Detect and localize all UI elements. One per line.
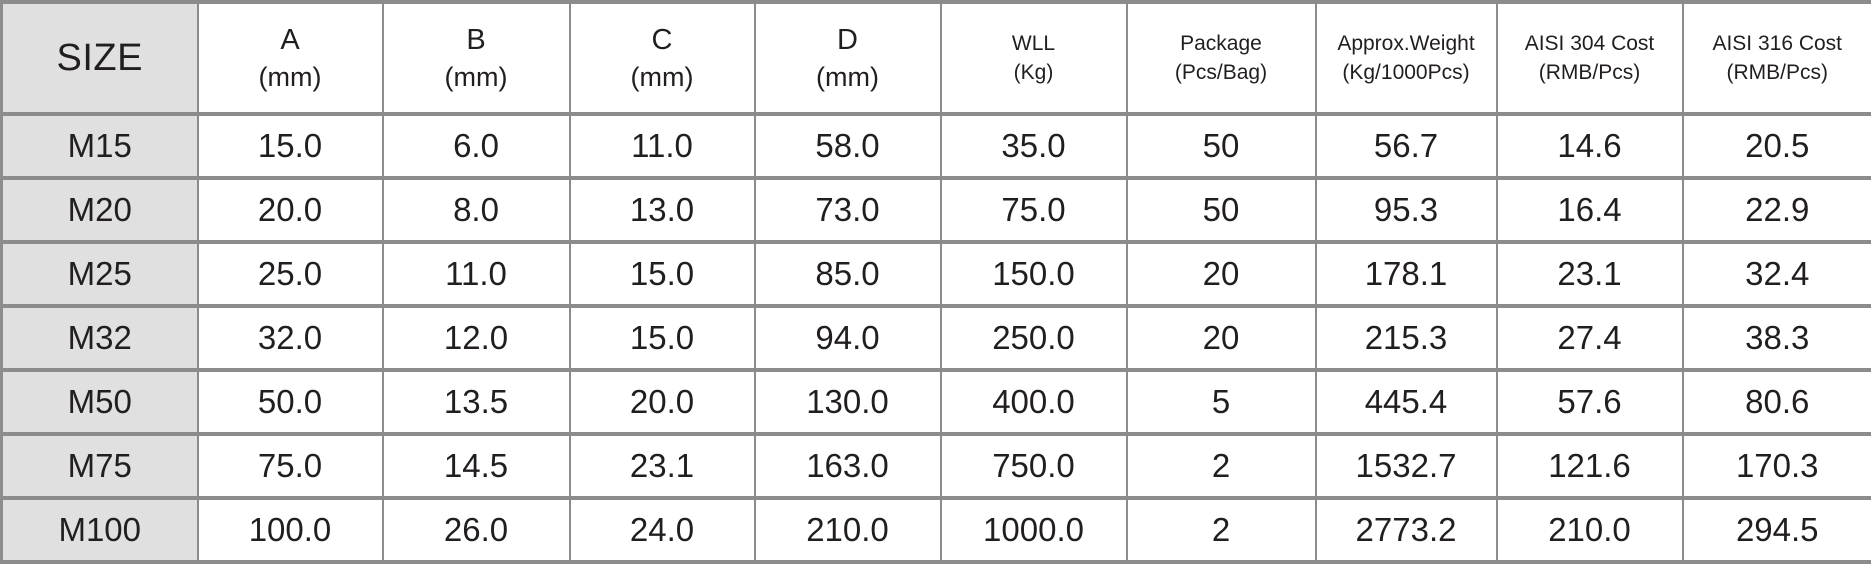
cell-a: 32.0	[198, 306, 383, 370]
header-cell-b	[383, 2, 570, 114]
header-aisi-316-label: AISI 316 Cost	[1712, 32, 1843, 55]
table-row-m32	[2, 306, 1871, 370]
cell-c: 15.0	[570, 306, 755, 370]
header-cell-package	[1127, 2, 1316, 114]
cell-wll: 35.0	[941, 114, 1127, 178]
cell-b: 6.0	[383, 114, 570, 178]
cell-approx-weight: 445.4	[1316, 370, 1497, 434]
header-b-unit: (mm)	[444, 62, 508, 92]
cell-c: 24.0	[570, 498, 755, 562]
cell-wll: 750.0	[941, 434, 1127, 498]
cell-d: 94.0	[755, 306, 941, 370]
header-cell-a	[198, 2, 383, 114]
cell-c: 11.0	[570, 114, 755, 178]
cell-package: 2	[1127, 498, 1316, 562]
cell-approx-weight: 178.1	[1316, 242, 1497, 306]
cell-b: 12.0	[383, 306, 570, 370]
cell-c: 20.0	[570, 370, 755, 434]
row-label: M75	[2, 434, 198, 498]
header-cell-aisi-316-cost	[1683, 2, 1871, 114]
header-d-unit: (mm)	[816, 62, 879, 92]
cell-package: 50	[1127, 114, 1316, 178]
row-label: M50	[2, 370, 198, 434]
cell-b: 11.0	[383, 242, 570, 306]
row-label: M20	[2, 178, 198, 242]
cell-c: 15.0	[570, 242, 755, 306]
cell-package: 20	[1127, 306, 1316, 370]
cell-a: 25.0	[198, 242, 383, 306]
header-cell-d	[755, 2, 941, 114]
table-header	[2, 2, 1871, 114]
cell-aisi-316-cost: 38.3	[1683, 306, 1871, 370]
header-a-unit: (mm)	[258, 62, 322, 92]
cell-aisi-304-cost: 27.4	[1497, 306, 1683, 370]
cell-b: 14.5	[383, 434, 570, 498]
cell-d: 58.0	[755, 114, 941, 178]
header-d-label: D	[837, 24, 858, 56]
table-row-m75	[2, 434, 1871, 498]
table-body	[2, 114, 1871, 562]
cell-a: 50.0	[198, 370, 383, 434]
cell-package: 5	[1127, 370, 1316, 434]
header-row	[2, 2, 1871, 114]
header-aisi-316-unit: (RMB/Pcs)	[1726, 61, 1828, 84]
header-aisi-304-unit: (RMB/Pcs)	[1538, 61, 1641, 84]
header-c-label: C	[651, 24, 673, 56]
table-row-m25	[2, 242, 1871, 306]
cell-a: 75.0	[198, 434, 383, 498]
header-b-label: B	[466, 24, 486, 56]
table-row-m15	[2, 114, 1871, 178]
table-row-m50	[2, 370, 1871, 434]
cell-package: 2	[1127, 434, 1316, 498]
cell-aisi-316-cost: 32.4	[1683, 242, 1871, 306]
cell-aisi-304-cost: 16.4	[1497, 178, 1683, 242]
header-cell-wll	[941, 2, 1127, 114]
cell-approx-weight: 2773.2	[1316, 498, 1497, 562]
header-cell-c	[570, 2, 755, 114]
header-wll-label: WLL	[1011, 32, 1056, 55]
cell-approx-weight: 215.3	[1316, 306, 1497, 370]
cell-aisi-316-cost: 294.5	[1683, 498, 1871, 562]
header-wll-unit: (Kg)	[1013, 61, 1054, 84]
cell-aisi-316-cost: 22.9	[1683, 178, 1871, 242]
header-cell-approx-weight	[1316, 2, 1497, 114]
table-row-m100	[2, 498, 1871, 562]
cell-d: 163.0	[755, 434, 941, 498]
header-a-label: A	[280, 24, 300, 56]
cell-wll: 150.0	[941, 242, 1127, 306]
cell-b: 26.0	[383, 498, 570, 562]
cell-d: 73.0	[755, 178, 941, 242]
cell-wll: 250.0	[941, 306, 1127, 370]
header-aisi-304-label: AISI 304 Cost	[1524, 32, 1655, 55]
cell-c: 23.1	[570, 434, 755, 498]
header-cell-aisi-304-cost	[1497, 2, 1683, 114]
table-row-m20	[2, 178, 1871, 242]
cell-b: 8.0	[383, 178, 570, 242]
header-approx-weight-label: Approx.Weight	[1337, 32, 1475, 55]
row-label: M100	[2, 498, 198, 562]
header-approx-weight-unit: (Kg/1000Pcs)	[1342, 61, 1470, 84]
cell-d: 210.0	[755, 498, 941, 562]
cell-a: 100.0	[198, 498, 383, 562]
cell-package: 50	[1127, 178, 1316, 242]
cell-aisi-316-cost: 80.6	[1683, 370, 1871, 434]
header-package-unit: (Pcs/Bag)	[1174, 61, 1268, 84]
cell-d: 130.0	[755, 370, 941, 434]
cell-aisi-304-cost: 57.6	[1497, 370, 1683, 434]
cell-approx-weight: 1532.7	[1316, 434, 1497, 498]
cell-aisi-304-cost: 121.6	[1497, 434, 1683, 498]
cell-a: 20.0	[198, 178, 383, 242]
cell-wll: 1000.0	[941, 498, 1127, 562]
header-c-unit: (mm)	[630, 62, 694, 92]
cell-aisi-304-cost: 14.6	[1497, 114, 1683, 178]
header-package-label: Package	[1180, 32, 1262, 55]
cell-approx-weight: 95.3	[1316, 178, 1497, 242]
cell-aisi-316-cost: 170.3	[1683, 434, 1871, 498]
cell-aisi-304-cost: 210.0	[1497, 498, 1683, 562]
row-label: M15	[2, 114, 198, 178]
cell-approx-weight: 56.7	[1316, 114, 1497, 178]
cell-wll: 400.0	[941, 370, 1127, 434]
header-cell-size: SIZE	[2, 2, 198, 114]
cell-wll: 75.0	[941, 178, 1127, 242]
cell-d: 85.0	[755, 242, 941, 306]
row-label: M25	[2, 242, 198, 306]
cell-c: 13.0	[570, 178, 755, 242]
cell-b: 13.5	[383, 370, 570, 434]
cell-package: 20	[1127, 242, 1316, 306]
cell-aisi-304-cost: 23.1	[1497, 242, 1683, 306]
row-label: M32	[2, 306, 198, 370]
cell-aisi-316-cost: 20.5	[1683, 114, 1871, 178]
cell-a: 15.0	[198, 114, 383, 178]
